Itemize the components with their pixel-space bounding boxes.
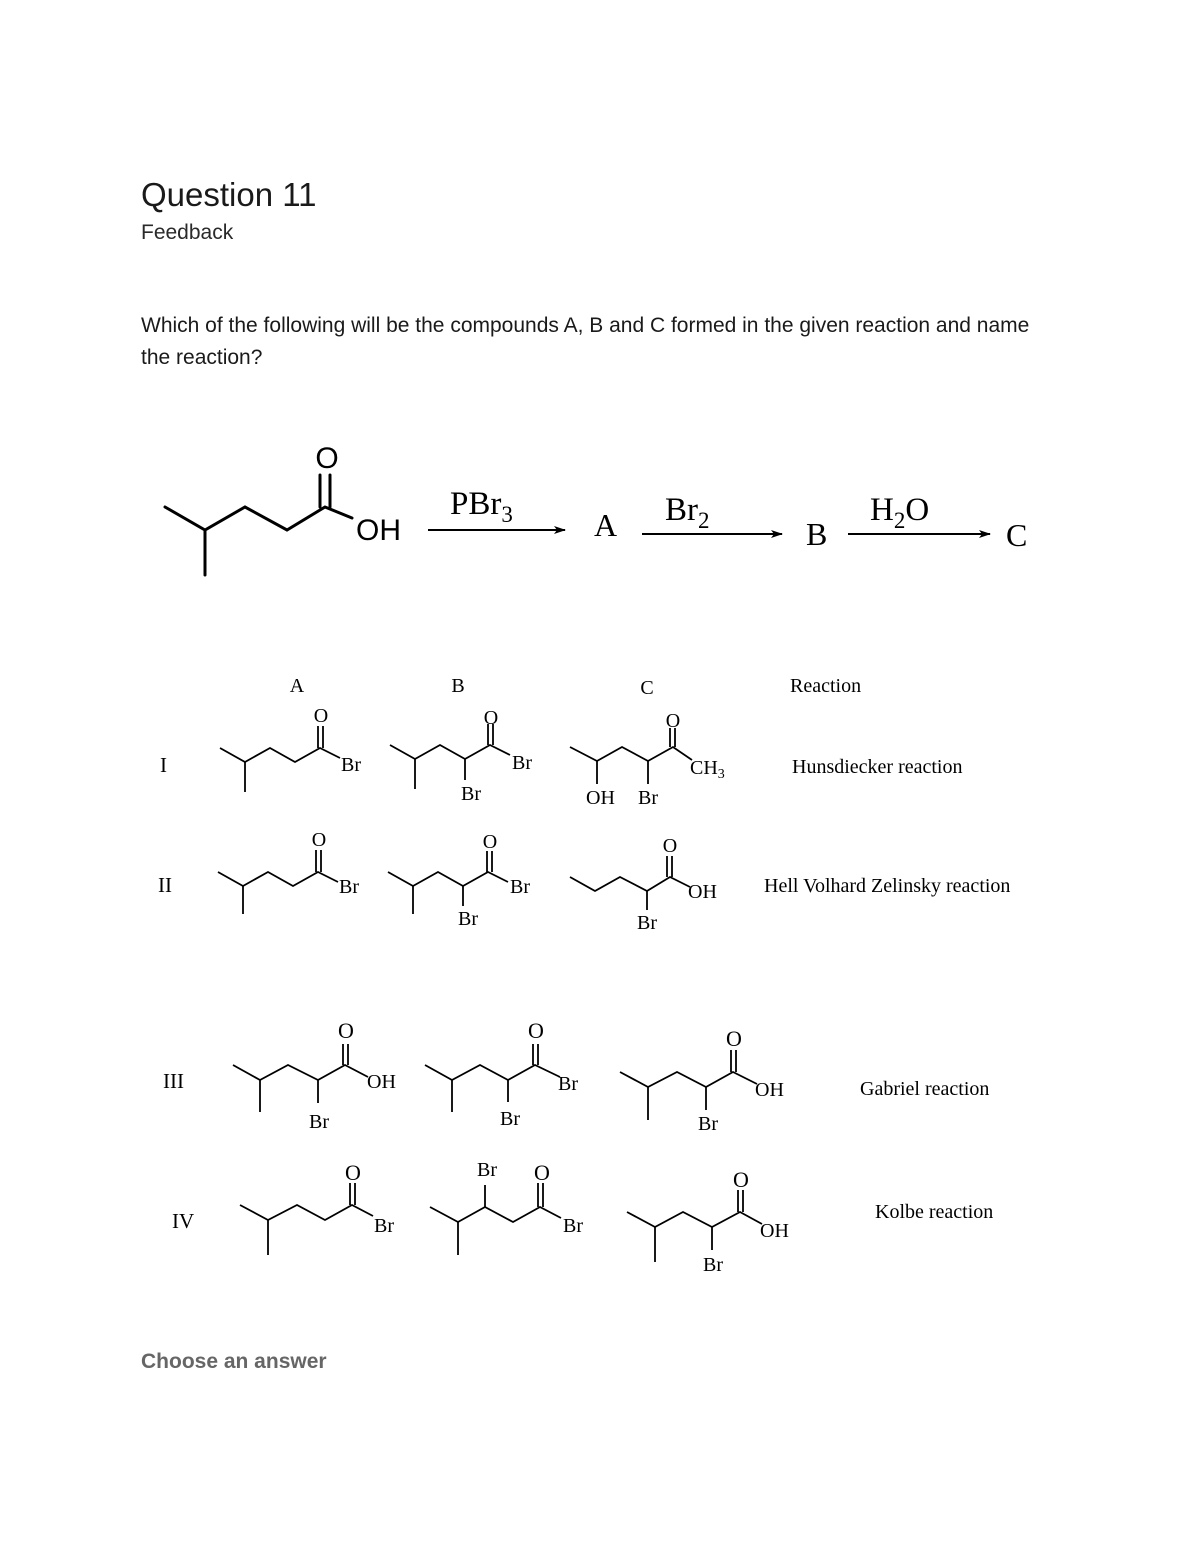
reaction-name: Gabriel reaction [860,1078,990,1100]
molecule-c-sub: Br [703,1254,723,1276]
molecule-b-sub: Br [500,1108,520,1130]
reaction-name: Hell Volhard Zelinsky reaction [764,875,1011,897]
molecule-b-oxygen: O [483,707,499,729]
molecule-c-sub: Br [638,787,658,809]
molecule-c-group: OH [755,1079,784,1101]
molecule-c-oxygen: O [662,835,678,857]
molecule-c-oh: OH [586,787,615,809]
molecule-a-oxygen: O [313,705,329,727]
reagent-pbr3: PBr$_3$ [450,486,513,527]
molecule-c-sub: Br [637,912,657,934]
product-b-label: B [806,516,828,552]
product-c-label: C [1006,517,1028,553]
molecule-a-sub: Br [309,1111,329,1133]
carbonyl-oxygen-label: O [315,442,339,475]
reagent-h2o: $H_2O$ [870,492,930,533]
row-numeral: II [158,873,172,897]
option-row-3 [163,1018,989,1135]
reaction-name: Hunsdiecker reaction [792,756,963,778]
option-row-2 [158,829,1010,934]
molecule-c-group: OH [760,1220,789,1242]
molecule-c-oxygen: O [726,1026,742,1051]
header-reaction: Reaction [790,675,862,697]
molecule-b-group: Br [512,752,532,774]
molecule-a-oxygen: O [338,1018,354,1043]
option-row-4 [172,1159,993,1276]
molecule-a-group: Br [341,754,361,776]
molecule-b-oxygen: O [528,1018,544,1043]
question-text: Which of the following will be the compounds A, B and C formed in the given reaction and name the reaction? [141,314,1030,369]
molecule-a-oxygen: O [345,1160,361,1185]
option-row-1 [160,705,962,809]
molecule-a-group: OH [367,1071,396,1093]
molecule-b-sub: Br [458,908,478,930]
starting-material-structure [165,475,352,575]
molecule-b-sub: Br [461,783,481,805]
header-c: C [640,677,654,699]
molecule-a-group: Br [374,1215,394,1237]
molecule-c-group: OH [688,881,717,903]
question-title: Question 11 [141,176,317,213]
molecule-a-oxygen: O [311,829,327,851]
molecule-b-oxygen: O [534,1160,550,1185]
row-numeral: IV [172,1209,195,1233]
molecule-c-group: $CH_3$ [690,757,725,782]
molecule-c-oxygen: O [665,710,681,732]
hydroxyl-label: OH [356,514,401,547]
molecule-b-group: Br [558,1073,578,1095]
molecule-b-group: Br [510,876,530,898]
choose-answer-label: Choose an answer [141,1350,327,1373]
header-a: A [289,675,305,697]
options-table [158,675,1010,1276]
molecule-c-sub: Br [698,1113,718,1135]
row-numeral: III [163,1069,184,1093]
molecule-c-oxygen: O [733,1167,749,1192]
molecule-b-oxygen: O [482,831,498,853]
molecule-b-top: Br [477,1159,497,1181]
product-a-label: A [594,507,618,543]
header-b: B [451,675,465,697]
row-numeral: I [160,753,167,777]
molecule-b-group: Br [563,1215,583,1237]
reagent-br2: $Br_2$ [665,492,710,533]
feedback-link[interactable]: Feedback [141,221,234,244]
molecule-a-group: Br [339,876,359,898]
reaction-name: Kolbe reaction [875,1201,994,1223]
